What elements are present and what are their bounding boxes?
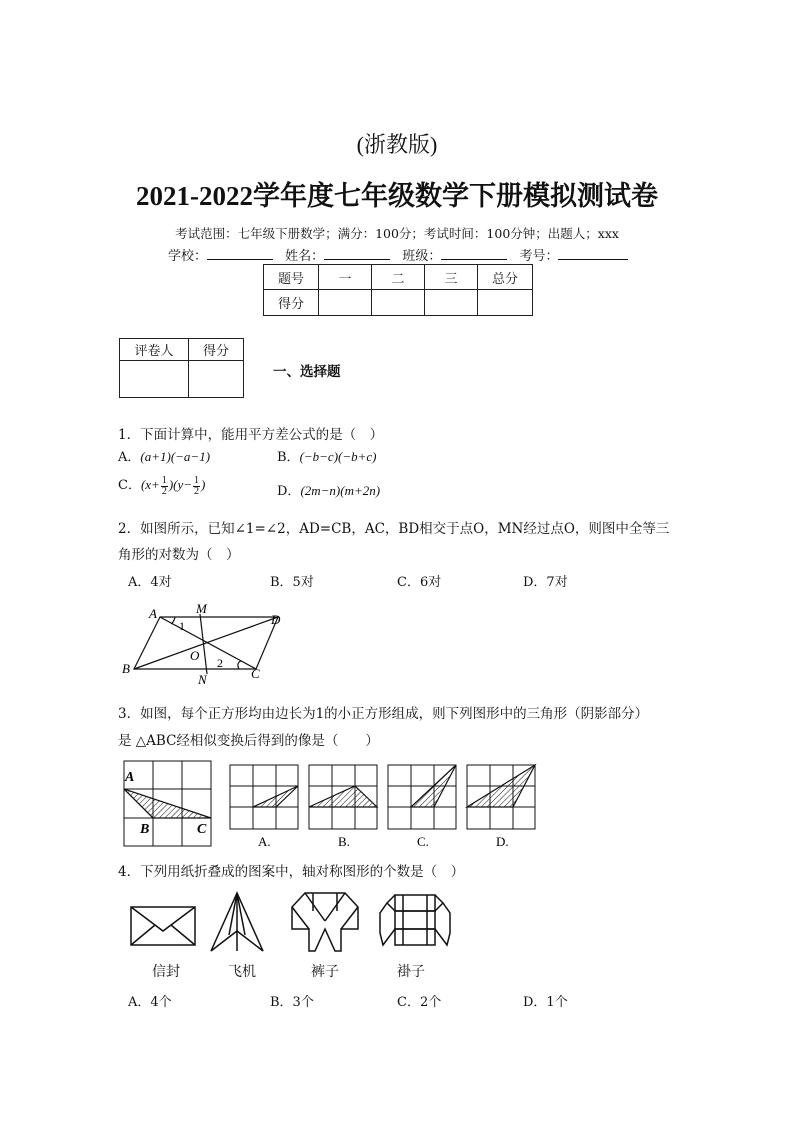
q1-c-fraction-2: $\frac{1}{2}$ — [194, 474, 200, 497]
q2-figure — [118, 600, 293, 690]
q1-a-label: A． — [118, 450, 141, 465]
angle-2-arc — [238, 661, 241, 669]
grader-header-cell: 评卷人 — [120, 339, 189, 361]
q1-c-post: ) — [201, 477, 206, 492]
line-mn — [200, 614, 207, 674]
score-header-cell: 题号 — [264, 265, 319, 290]
q1-option-b[interactable] — [277, 446, 377, 465]
school-blank[interactable] — [207, 247, 273, 260]
q3-option-b-triangle — [309, 786, 377, 807]
q1-option-a[interactable] — [118, 446, 210, 465]
q3-stem-line2: 是 △ABC经相似变换后得到的像是（ ） — [118, 733, 379, 749]
grader-cell[interactable] — [120, 361, 189, 398]
edition-subtitle: (浙教版) — [356, 132, 438, 157]
q3-caption-a: A. — [258, 834, 271, 849]
q1-c-mid: )(y− — [168, 477, 193, 492]
q4-option-a[interactable]: A．4个 — [128, 995, 172, 1010]
grader-cell[interactable] — [189, 361, 244, 398]
score-cell[interactable] — [372, 290, 425, 316]
q1-stem: 1．下面计算中，能用平方差公式的是（ ） — [118, 427, 384, 443]
score-cell[interactable] — [319, 290, 372, 316]
point-c-label: C — [251, 666, 260, 681]
q3-stem-line1: 3．如图，每个正方形均由边长为1的小正方形组成，则下列图形中的三角形（阴影部分） — [118, 706, 649, 722]
q1-c-fraction-1: $\frac{1}{2}$ — [161, 474, 167, 497]
q2-option-d[interactable]: D．7对 — [523, 575, 568, 590]
angle-1-label: 1 — [179, 619, 185, 633]
q3-option-a-grid[interactable] — [230, 765, 298, 829]
pants-figure — [292, 893, 358, 951]
point-n-label: N — [198, 672, 207, 687]
score-header-cell: 三 — [425, 265, 478, 290]
q3-caption-b: B. — [338, 834, 350, 849]
section-title: 一、选择题 — [273, 364, 341, 380]
point-o-label: O — [190, 648, 200, 663]
school-label: 学校： — [168, 249, 208, 264]
score-header-cell: 总分 — [478, 265, 533, 290]
q2-option-b[interactable]: B．5对 — [270, 575, 314, 590]
point-a-label: A — [149, 606, 157, 621]
score-header-cell: 一 — [319, 265, 372, 290]
score-table — [263, 264, 533, 316]
score-cell[interactable] — [478, 290, 533, 316]
q2-option-a[interactable]: A．4对 — [128, 575, 172, 590]
q1-d-expr: (2m−n)(m+2n) — [300, 483, 381, 498]
q1-b-expr: (−b−c)(−b+c) — [299, 449, 377, 464]
point-m-label: M — [196, 601, 207, 616]
angle-2-label: 2 — [217, 656, 223, 670]
grader-table — [119, 338, 244, 398]
jacket-figure — [380, 895, 450, 945]
q4-stem: 4．下列用纸折叠成的图案中，轴对称图形的个数是（ ） — [118, 864, 465, 880]
q2-stem-line2: 角形的对数为（ ） — [118, 547, 240, 563]
exam-info: 考试范围：七年级下册数学；满分：100分；考试时间：100分钟；出题人；xxx — [175, 226, 619, 241]
q1-c-pre: (x+ — [140, 477, 160, 492]
diagonal-ac — [160, 617, 256, 669]
score-row-label: 得分 — [264, 290, 319, 316]
q3-point-c-label: C — [197, 822, 207, 837]
airplane-figure — [211, 893, 263, 951]
q2-option-c[interactable]: C．6对 — [397, 575, 442, 590]
q1-option-c[interactable] — [118, 474, 205, 497]
class-blank[interactable] — [441, 247, 507, 260]
point-b-label: B — [122, 661, 130, 676]
q1-c-label: C． — [118, 478, 141, 493]
envelope-figure — [131, 907, 195, 945]
q3-point-a-label: A — [125, 770, 135, 785]
score-cell[interactable] — [425, 290, 478, 316]
q3-figures — [118, 757, 548, 852]
name-blank[interactable] — [324, 247, 390, 260]
q1-b-label: B． — [277, 450, 300, 465]
q4-figures — [125, 885, 455, 957]
q1-d-label: D． — [277, 484, 301, 499]
exam-number-blank[interactable] — [558, 247, 628, 260]
q4-caption-pants: 裤子 — [311, 965, 339, 980]
exam-number-label: 考号： — [519, 249, 559, 264]
q4-option-d[interactable]: D．1个 — [523, 995, 568, 1010]
q2-stem-line1: 2．如图所示，已知∠1=∠2，AD=CB，AC，BD相交于点O，MN经过点O，则图中全等三 — [118, 521, 670, 537]
q1-option-d[interactable] — [277, 480, 380, 499]
q3-caption-d: D. — [496, 834, 509, 849]
q4-caption-envelope: 信封 — [152, 965, 180, 980]
angle-1-arc — [171, 617, 175, 624]
page-title: 2021-2022学年度七年级数学下册模拟测试卷 — [136, 181, 658, 211]
triangle-abc — [124, 789, 211, 818]
student-fields — [168, 245, 636, 264]
grader-header-cell: 得分 — [189, 339, 244, 361]
score-header-cell: 二 — [372, 265, 425, 290]
name-label: 姓名： — [285, 249, 325, 264]
q4-caption-jacket: 褂子 — [397, 965, 425, 980]
q4-caption-airplane: 飞机 — [228, 965, 256, 980]
q4-option-c[interactable]: C．2个 — [397, 995, 442, 1010]
q1-a-expr: (a+1)(−a−1) — [140, 449, 211, 464]
q4-option-b[interactable]: B．3个 — [270, 995, 314, 1010]
class-label: 班级： — [402, 249, 442, 264]
q3-point-b-label: B — [140, 822, 150, 837]
q3-caption-c: C. — [417, 834, 429, 849]
point-d-label: D — [271, 612, 281, 627]
